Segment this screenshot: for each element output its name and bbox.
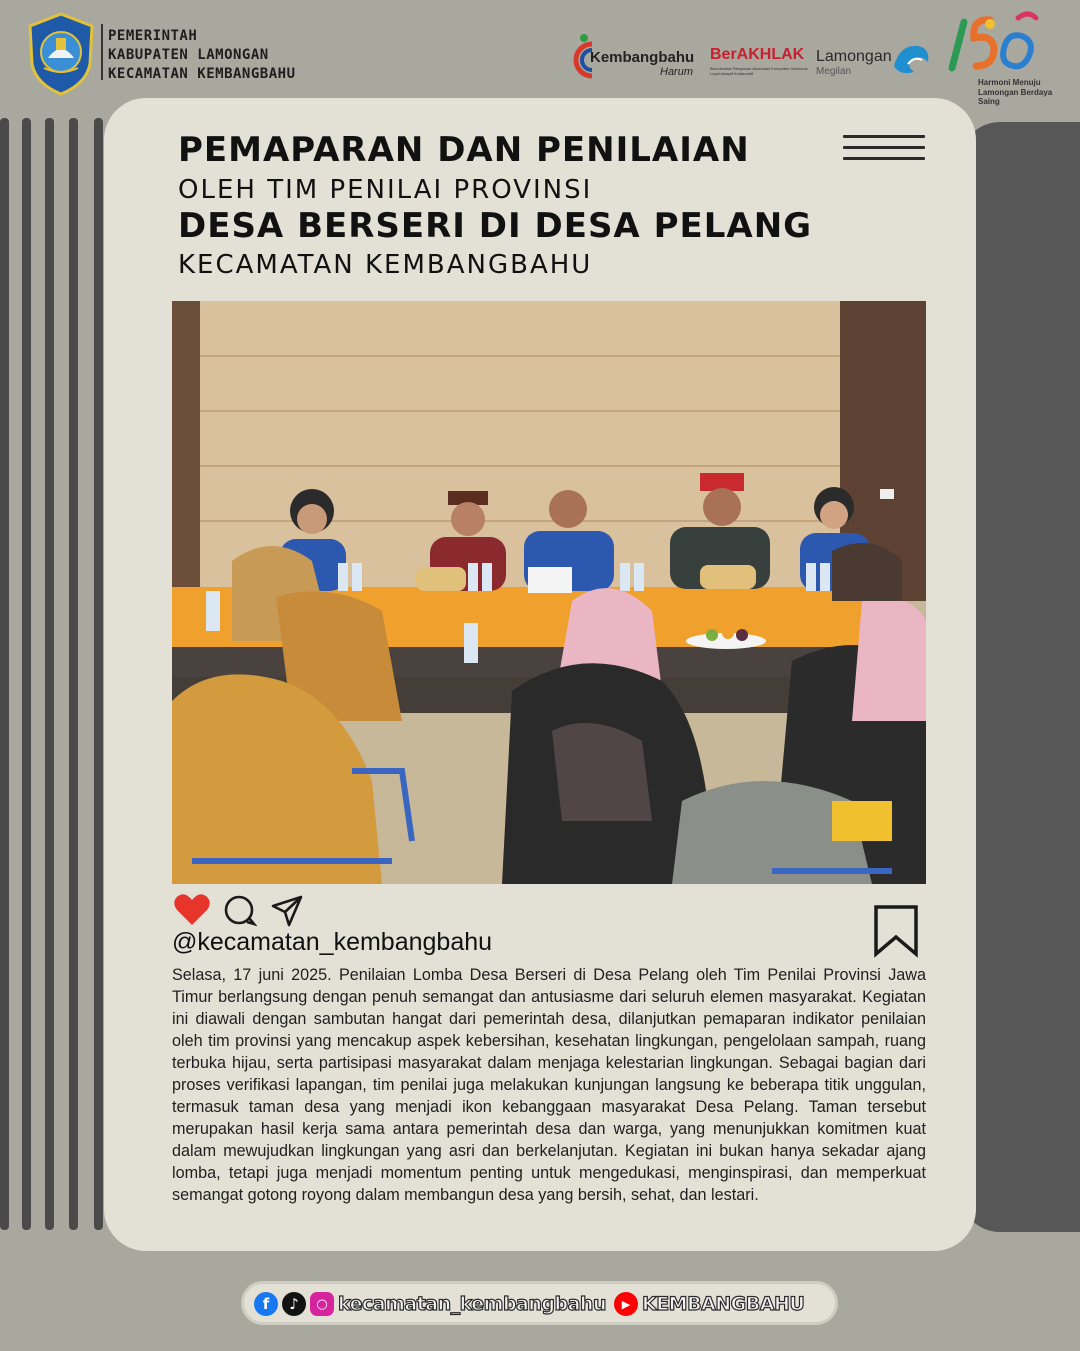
kembangbahu-sublabel: Harum: [660, 66, 694, 78]
facebook-icon[interactable]: f: [254, 1292, 278, 1316]
comment-icon[interactable]: [223, 894, 257, 928]
gov-line: KECAMATAN KEMBANGBAHU: [108, 66, 296, 82]
menu-icon[interactable]: [843, 135, 925, 163]
post-subtitle: OLEH TIM PENILAI PROVINSI: [178, 175, 593, 205]
lamongan-regency-emblem: [26, 12, 96, 96]
anniversary-tagline: Lamongan Berdaya Saing: [978, 88, 1053, 106]
heart-icon[interactable]: [173, 893, 211, 927]
post-caption: Selasa, 17 juni 2025. Penilaian Lomba Desa Berseri di Desa Pelang oleh Tim Penilai Provinsi Jawa Timur berlangsung dengan penuh semangat dan antusiasme dari seluruh elemen masyarakat. Kegiatan ini diawali dengan sambutan hangat dari pemerintah desa, dilanjutkan pemaparan indikator penilaian oleh tim provinsi yang mencakup aspek kebersihan, kesehatan lingkungan, pengelolaan sampah, ruang terbuka hijau, serta partisipasi masyarakat dalam menjaga kelestarian lingkungan. Sebagai bagian dari proses verifikasi lapangan, tim penilai juga melakukan kunjungan langsung ke beberapa titik unggulan, termasuk taman desa yang menjadi ikon kebanggaan masyarakat Desa Pelang. Taman tersebut merupakan hasil kerja sama antara pemerintah desa dan warga, yang menunjukkan komitmen kuat dalam mewujudkan lingkungan yang asri dan berkelanjutan. Kegiatan ini bukan hanya sekadar ajang lomba, tetapi juga menjadi momentum penting untuk mengedukasi, menginspirasi, dan memperkuat semangat gotong royong dalam membangun desa yang bersih, sehat, dan lestari.: [172, 966, 926, 1204]
lamongan-megilan-logo: [816, 34, 936, 86]
decor-stripe: [69, 118, 78, 1230]
anniversary-tagline: Harmoni Menuju: [978, 78, 1041, 87]
partner-logos: [568, 8, 1073, 106]
lamongan-label: Lamongan: [816, 48, 892, 65]
government-label: [108, 27, 296, 84]
decor-stripe: [94, 118, 103, 1230]
berakhlak-logo: [707, 42, 813, 82]
post-action-bar: [172, 893, 926, 929]
gov-line: KABUPATEN LAMONGAN: [108, 47, 269, 63]
decor-stripe: [0, 118, 9, 1230]
social-handle-label[interactable]: kecamatan_kembangbahu: [338, 1293, 606, 1315]
decor-stripe: [22, 118, 31, 1230]
berakhlak-sublabel: Berorientasi Pelayanan Akuntabel Kompeten Harmonis Loyal Adaptif Kolaboratif: [710, 66, 808, 76]
anniversary-number-icon: [942, 8, 1042, 76]
gov-line: PEMERINTAH: [108, 28, 198, 44]
header-divider: [101, 24, 103, 80]
berakhlak-label: BerAKHLAK: [710, 46, 805, 63]
wave-icon: [890, 36, 934, 80]
post-title: DESA BERSERI DI DESA PELANG: [178, 206, 813, 246]
kembangbahu-logo: [568, 30, 702, 86]
youtube-icon[interactable]: ▶: [614, 1292, 638, 1316]
anniversary-logo: [940, 8, 1073, 106]
megilan-label: Megilan: [816, 66, 852, 77]
post-subtitle: KECAMATAN KEMBANGBAHU: [178, 250, 593, 280]
decor-stripe: [45, 118, 54, 1230]
event-photo[interactable]: [172, 301, 926, 884]
tiktok-icon[interactable]: ♪: [282, 1292, 306, 1316]
post-title: PEMAPARAN DAN PENILAIAN: [178, 130, 750, 170]
post-handle[interactable]: @kecamatan_kembangbahu: [172, 928, 493, 956]
share-icon[interactable]: [270, 894, 304, 928]
decor-dark-slab: [960, 122, 1080, 1232]
bookmark-icon[interactable]: [873, 904, 919, 958]
youtube-handle-label[interactable]: KEMBANGBAHU: [641, 1293, 805, 1315]
social-footer: [241, 1281, 838, 1325]
instagram-icon[interactable]: ○: [310, 1292, 334, 1316]
kembangbahu-label: Kembangbahu: [590, 49, 695, 66]
